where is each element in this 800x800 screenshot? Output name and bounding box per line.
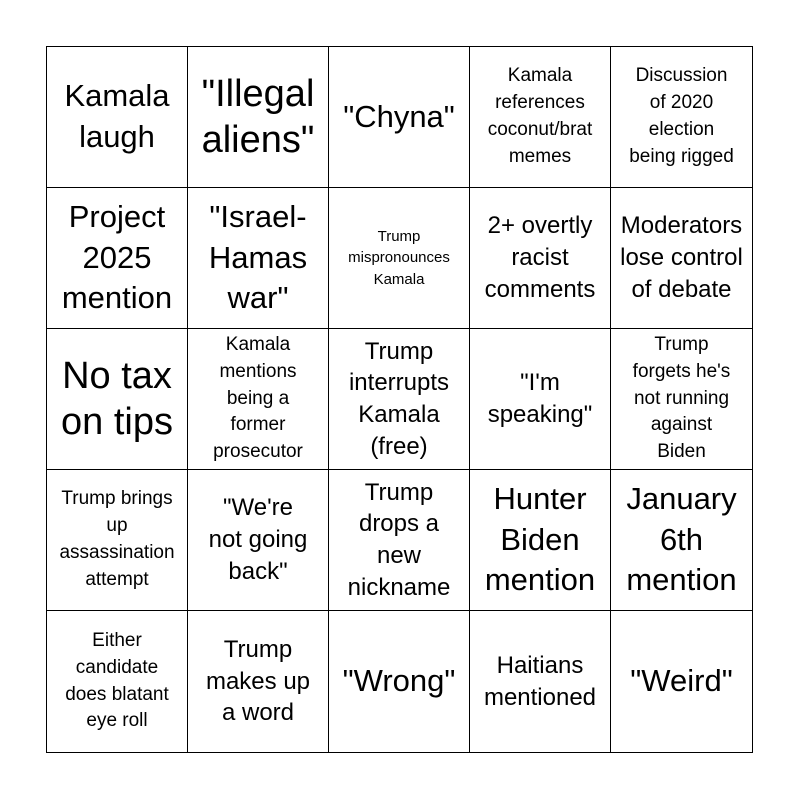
bingo-cell-weird[interactable] xyxy=(611,611,752,752)
cell-text: Either candidate does blatant eye roll xyxy=(65,629,169,732)
cell-text: Trump interrupts Kamala (free) xyxy=(348,337,450,460)
cell-text: Hunter Biden mention xyxy=(484,480,596,598)
cell-text: Moderators lose control of debate xyxy=(620,212,743,303)
bingo-cell-no-tax-on-tips[interactable] xyxy=(47,329,188,470)
bingo-cell-israel-hamas-war[interactable] xyxy=(188,188,329,329)
bingo-cell-2020-election-rigged[interactable] xyxy=(611,47,752,188)
bingo-cell-im-speaking[interactable] xyxy=(470,329,611,470)
bingo-cell-mispronounces-kamala[interactable] xyxy=(329,188,470,329)
cell-text: Trump brings up assassination attempt xyxy=(59,488,175,590)
bingo-cell-eye-roll[interactable] xyxy=(47,611,188,752)
bingo-cell-coconut-brat-memes[interactable] xyxy=(470,47,611,188)
cell-text: Project 2025 mention xyxy=(61,198,173,316)
cell-text: Discussion of 2020 election being rigged xyxy=(629,65,734,167)
bingo-cell-chyna[interactable] xyxy=(329,47,470,188)
bingo-cell-new-nickname[interactable] xyxy=(329,470,470,611)
cell-text: No tax on tips xyxy=(61,354,173,443)
cell-text: "Israel- Hamas war" xyxy=(208,198,308,316)
cell-text: "Wrong" xyxy=(342,663,456,699)
bingo-cell-former-prosecutor[interactable] xyxy=(188,329,329,470)
cell-text: "Illegal aliens" xyxy=(201,72,315,161)
cell-text: "We're not going back" xyxy=(208,494,308,585)
bingo-cell-hunter-biden[interactable] xyxy=(470,470,611,611)
cell-text: 2+ overtly racist comments xyxy=(484,212,596,303)
cell-text: Trump makes up a word xyxy=(205,635,311,727)
cell-text: January 6th mention xyxy=(626,480,737,598)
bingo-cell-racist-comments[interactable] xyxy=(470,188,611,329)
cell-text: Trump forgets he's not running against Biden xyxy=(632,333,731,463)
bingo-cell-trump-interrupts[interactable] xyxy=(329,329,470,470)
cell-text: "Weird" xyxy=(630,663,733,699)
bingo-cell-assassination-attempt[interactable] xyxy=(47,470,188,611)
bingo-cell-makes-up-word[interactable] xyxy=(188,611,329,752)
bingo-cell-illegal-aliens[interactable] xyxy=(188,47,329,188)
bingo-cell-moderators-lose-control[interactable] xyxy=(611,188,752,329)
cell-text: "Chyna" xyxy=(343,98,455,134)
cell-text: Kamala mentions being a former prosecutor xyxy=(213,333,303,463)
cell-text: Trump drops a new nickname xyxy=(347,478,451,601)
bingo-cell-not-running-against-biden[interactable] xyxy=(611,329,752,470)
bingo-board xyxy=(46,46,753,753)
cell-text: Trump mispronounces Kamala xyxy=(348,228,450,288)
cell-text: Kamala laugh xyxy=(64,78,170,154)
bingo-cell-wrong[interactable] xyxy=(329,611,470,752)
bingo-cell-kamala-laugh[interactable] xyxy=(47,47,188,188)
bingo-cell-january-6th[interactable] xyxy=(611,470,752,611)
bingo-cell-not-going-back[interactable] xyxy=(188,470,329,611)
bingo-cell-project-2025[interactable] xyxy=(47,188,188,329)
cell-text: "I'm speaking" xyxy=(487,369,593,428)
cell-text: Haitians mentioned xyxy=(483,651,597,711)
bingo-cell-haitians[interactable] xyxy=(470,611,611,752)
cell-text: Kamala references coconut/brat memes xyxy=(487,65,593,167)
